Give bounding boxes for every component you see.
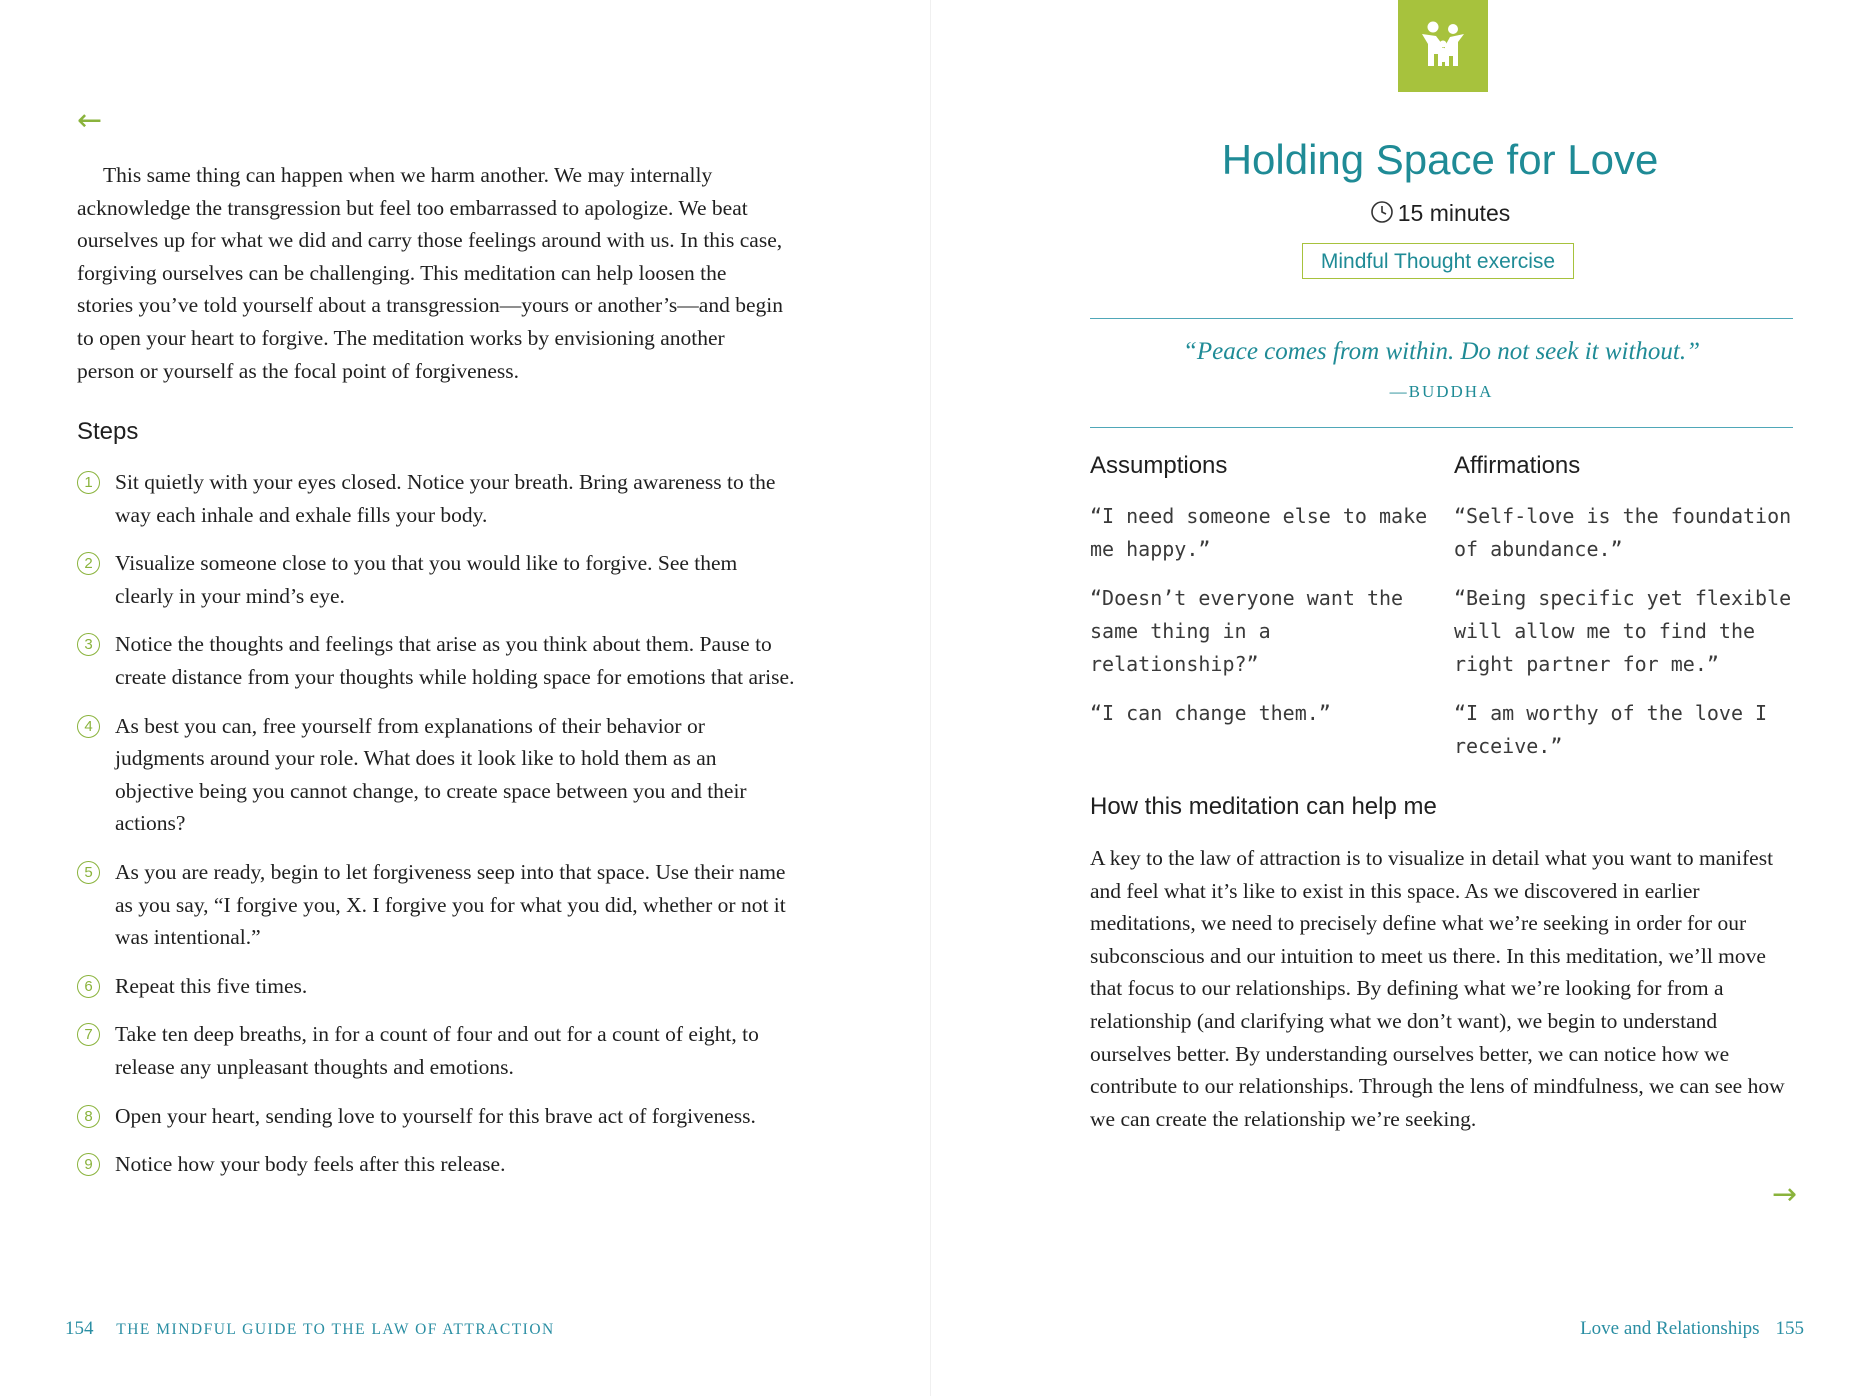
- step-item: [77, 970, 797, 1003]
- step-number: 5: [77, 861, 100, 884]
- step-item: [77, 710, 797, 840]
- assumption-item: “I can change them.”: [1090, 701, 1331, 725]
- step-text: Take ten deep breaths, in for a count of four and out for a count of eight, to release any unpleasant thoughts and emotions.: [115, 1022, 759, 1079]
- step-number: 7: [77, 1023, 100, 1046]
- step-item: [77, 466, 797, 531]
- step-text: Visualize someone close to you that you would like to forgive. See them clearly in your mind’s eye.: [115, 551, 738, 608]
- assumptions-list: [1090, 500, 1430, 746]
- clock-icon: [1370, 200, 1394, 224]
- step-item: [77, 1148, 797, 1181]
- step-text: Notice the thoughts and feelings that arise as you think about them. Pause to create distance from your thoughts while holding space for emotions that arise.: [115, 632, 795, 689]
- family-icon: [1398, 0, 1488, 92]
- step-number: 3: [77, 633, 100, 656]
- step-text: Notice how your body feels after this release.: [115, 1152, 506, 1177]
- step-number: 1: [77, 471, 100, 494]
- affirmation-item: “Self-love is the foundation of abundance.”: [1454, 504, 1792, 561]
- assumptions-heading: Assumptions: [1090, 452, 1228, 479]
- step-item: [77, 547, 797, 612]
- arrow-left-icon[interactable]: ←: [77, 103, 103, 138]
- intro-paragraph: This same thing can happen when we harm another. We may internally acknowledge the transgression but feel too embarrassed to apologize. We beat ourselves up for what we did and carry those feelings around with us. In this case, forgiving ourselves can be challenging. This meditation can help loosen the stories you’ve told yourself about a transgression—yours or another’s—and begin to open your heart to forgive. The meditation works by envisioning another person or yourself as the focal point of forgiveness.: [77, 163, 783, 383]
- affirmations-list: [1454, 500, 1794, 779]
- help-heading: How this meditation can help me: [1090, 793, 1437, 820]
- duration-text: 15 minutes: [1397, 200, 1511, 226]
- step-number: 6: [77, 975, 100, 998]
- duration: [1090, 200, 1790, 227]
- step-item: [77, 628, 797, 693]
- quote: “Peace comes from within. Do not seek it without.”: [1182, 338, 1701, 365]
- page-gutter: [930, 0, 931, 1396]
- assumption-item: “I need someone else to make me happy.”: [1090, 504, 1428, 561]
- divider: [1090, 318, 1793, 319]
- page-number-left: 154: [65, 1318, 94, 1339]
- step-number: 2: [77, 552, 100, 575]
- steps-list: [77, 466, 797, 1197]
- help-body: A key to the law of attraction is to visualize in detail what you want to manifest and feel what it’s like to exist in this space. As we discovered in earlier meditations, we need to precisely define what we’re seeking in order for our subconscious and our intuition to meet us there. In this meditation, we’ll move that focus to our relationships. By defining what we’re looking for from a relationship (and clarifying what we don’t want), we begin to understand ourselves better. By understanding ourselves better, we can notice how we contribute to our relationships. Through the lens of mindfulness, we can see how we can create the relationship we’re seeking.: [1090, 846, 1785, 1131]
- step-item: [77, 1100, 797, 1133]
- steps-heading: Steps: [77, 418, 139, 445]
- page-title: Holding Space for Love: [1221, 136, 1659, 183]
- step-text: Repeat this five times.: [115, 973, 308, 998]
- step-text: As you are ready, begin to let forgiveness seep into that space. Use their name as you say, “I forgive you, X. I forgive you for what you did, whether or not it was intentional.”: [115, 859, 786, 950]
- quote-attribution: —BUDDHA: [1389, 382, 1494, 401]
- section-title: Love and Relationships: [1580, 1318, 1760, 1339]
- running-title: THE MINDFUL GUIDE TO THE LAW OF ATTRACTION: [116, 1321, 555, 1338]
- step-item: [77, 1018, 797, 1083]
- right-footer: [1580, 1318, 1804, 1340]
- assumption-item: “Doesn’t everyone want the same thing in a relationship?”: [1090, 586, 1404, 676]
- exercise-type-tag: Mindful Thought exercise: [1302, 243, 1574, 279]
- step-item: [77, 856, 797, 954]
- step-text: Sit quietly with your eyes closed. Notice your breath. Bring awareness to the way each inhale and exhale fills your body.: [115, 470, 776, 527]
- affirmation-item: “I am worthy of the love I receive.”: [1454, 701, 1768, 758]
- affirmations-heading: Affirmations: [1454, 452, 1581, 479]
- step-number: 8: [77, 1105, 100, 1128]
- arrow-right-icon[interactable]: →: [1772, 1177, 1798, 1212]
- affirmation-item: “Being specific yet flexible will allow me to find the right partner for me.”: [1454, 586, 1792, 676]
- step-number: 4: [77, 715, 100, 738]
- step-text: As best you can, free yourself from explanations of their behavior or judgments around your role. What does it look like to hold them as an objective being you cannot change, to create space between you and their actions?: [115, 713, 747, 836]
- left-footer: [65, 1318, 555, 1340]
- divider: [1090, 427, 1793, 428]
- step-text: Open your heart, sending love to yourself for this brave act of forgiveness.: [115, 1103, 756, 1128]
- page-number-right: 155: [1775, 1318, 1804, 1339]
- step-number: 9: [77, 1153, 100, 1176]
